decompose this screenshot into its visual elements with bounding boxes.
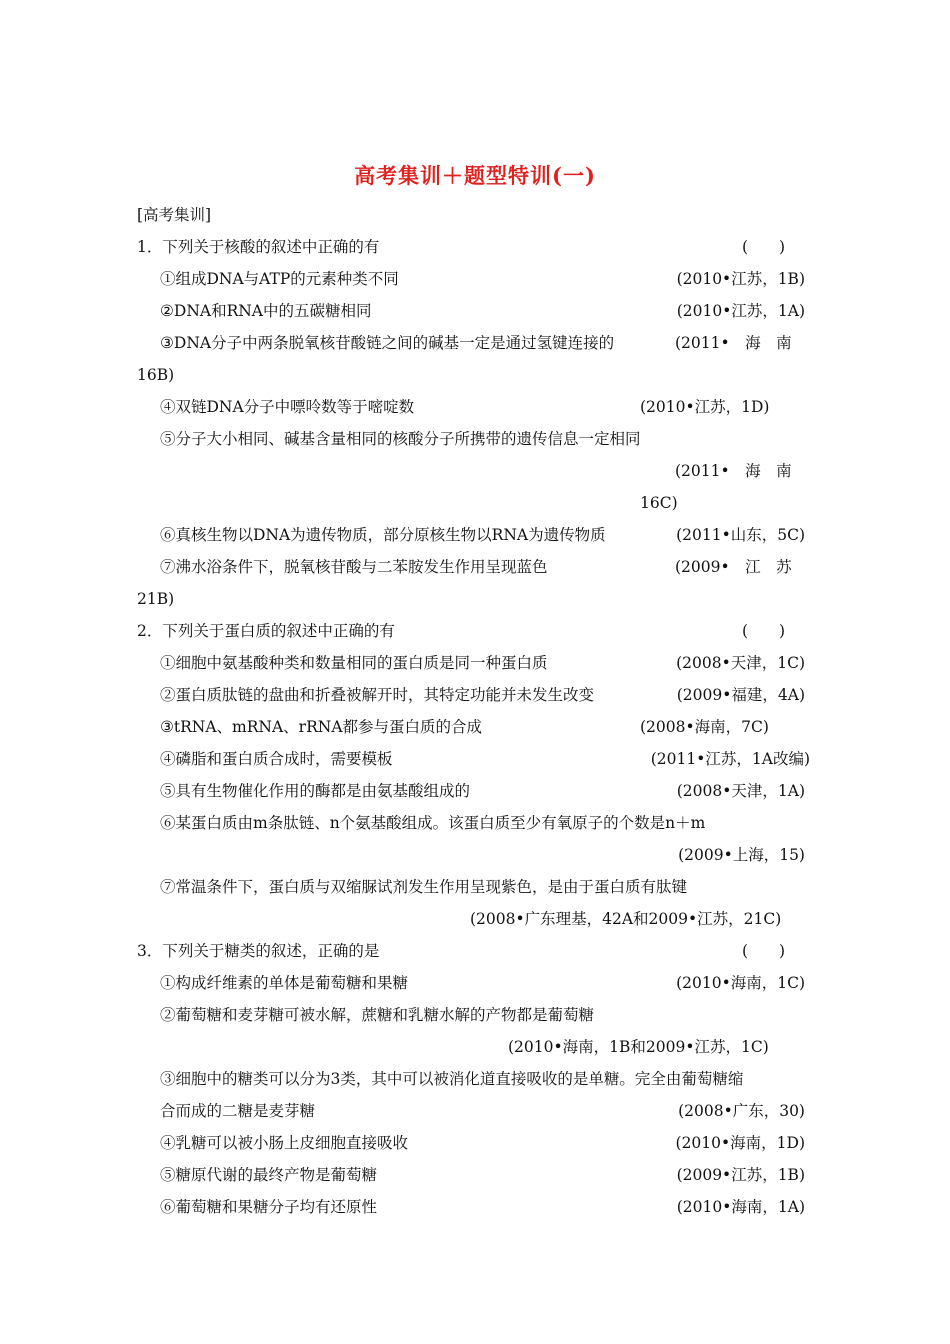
question-1-stem: 1．下列关于核酸的叙述中正确的有 [137, 238, 380, 256]
q1-item-1: ①组成DNA与ATP的元素种类不同 [160, 270, 399, 288]
q1-item-4-source: (2010•江苏，1D) [640, 398, 770, 416]
q1-item-2-source: (2010•江苏，1A) [676, 302, 805, 320]
q3-item-6: ⑥葡萄糖和果糖分子均有还原性 [160, 1198, 378, 1216]
q1-item-7-source-wrap: 21B) [137, 590, 175, 608]
page-title: 高考集训＋题型特训(一) [354, 163, 596, 188]
question-1-answer-paren: ( ) [742, 238, 786, 256]
q1-item-3-source: (2011• 海 南 [675, 334, 792, 352]
q1-item-7-source: (2009• 江 苏 [675, 558, 792, 576]
q3-item-1-source: (2010•海南，1C) [676, 974, 805, 992]
q3-item-6-source: (2010•海南，1A) [676, 1198, 805, 1216]
q2-item-3: ③tRNA、mRNA、rRNA都参与蛋白质的合成 [160, 718, 483, 736]
question-2-stem: 2．下列关于蛋白质的叙述中正确的有 [137, 622, 395, 640]
q2-item-3-source: (2008•海南，7C) [640, 718, 769, 736]
q1-item-5-source-cont: 16C) [640, 494, 678, 512]
q2-item-7: ⑦常温条件下，蛋白质与双缩脲试剂发生作用呈现紫色，是由于蛋白质有肽键 [160, 878, 688, 896]
q2-item-1: ①细胞中氨基酸种类和数量相同的蛋白质是同一种蛋白质 [160, 654, 548, 672]
question-3-answer-paren: ( ) [742, 942, 786, 960]
q2-item-4-source: (2011•江苏，1A改编) [650, 750, 810, 768]
q2-item-7-source: (2008•广东理基，42A和2009•江苏，21C) [470, 910, 782, 928]
q2-item-5: ⑤具有生物催化作用的酶都是由氨基酸组成的 [160, 782, 471, 800]
q1-item-3-source-wrap: 16B) [137, 366, 175, 384]
q2-item-1-source: (2008•天津，1C) [676, 654, 805, 672]
q3-item-5: ⑤糖原代谢的最终产物是葡萄糖 [160, 1166, 378, 1184]
q1-item-6-source: (2011•山东，5C) [676, 526, 805, 544]
q1-item-7: ⑦沸水浴条件下，脱氧核苷酸与二苯胺发生作用呈现蓝色 [160, 558, 548, 576]
q1-item-1-source: (2010•江苏，1B) [676, 270, 805, 288]
q1-item-5-source: (2011• 海 南 [675, 462, 792, 480]
q2-item-2: ②蛋白质肽链的盘曲和折叠被解开时，其特定功能并未发生改变 [160, 686, 595, 704]
question-3-stem: 3．下列关于糖类的叙述，正确的是 [137, 942, 380, 960]
q2-item-2-source: (2009•福建，4A) [676, 686, 805, 704]
question-2-answer-paren: ( ) [742, 622, 786, 640]
q3-item-3-wrap: 合而成的二糖是麦芽糖 [160, 1102, 316, 1120]
q1-item-2: ②DNA和RNA中的五碳糖相同 [160, 302, 372, 320]
q1-item-5: ⑤分子大小相同、碱基含量相同的核酸分子所携带的遗传信息一定相同 [160, 430, 641, 448]
q2-item-6: ⑥某蛋白质由m条肽链、n个氨基酸组成。该蛋白质至少有氧原子的个数是n＋m [160, 814, 706, 832]
q3-item-2: ②葡萄糖和麦芽糖可被水解，蔗糖和乳糖水解的产物都是葡萄糖 [160, 1006, 595, 1024]
q3-item-3: ③细胞中的糖类可以分为3类，其中可以被消化道直接吸收的是单糖。完全由葡萄糖缩 [160, 1070, 744, 1088]
q2-item-6-source: (2009•上海，15) [678, 846, 805, 864]
q1-item-6: ⑥真核生物以DNA为遗传物质，部分原核生物以RNA为遗传物质 [160, 526, 606, 544]
q2-item-5-source: (2008•天津，1A) [676, 782, 805, 800]
q1-item-3: ③DNA分子中两条脱氧核苷酸链之间的碱基一定是通过氢键连接的 [160, 334, 615, 352]
q1-item-4: ④双链DNA分子中嘌呤数等于嘧啶数 [160, 398, 415, 416]
q3-item-5-source: (2009•江苏，1B) [676, 1166, 805, 1184]
q3-item-1: ①构成纤维素的单体是葡萄糖和果糖 [160, 974, 409, 992]
q3-item-3-source: (2008•广东，30) [678, 1102, 805, 1120]
q3-item-2-source: (2010•海南，1B和2009•江苏，1C) [508, 1038, 769, 1056]
q3-item-4-source: (2010•海南，1D) [675, 1134, 805, 1152]
q3-item-4: ④乳糖可以被小肠上皮细胞直接吸收 [160, 1134, 409, 1152]
q2-item-4: ④磷脂和蛋白质合成时，需要模板 [160, 750, 393, 768]
section-label: [高考集训] [137, 206, 212, 224]
